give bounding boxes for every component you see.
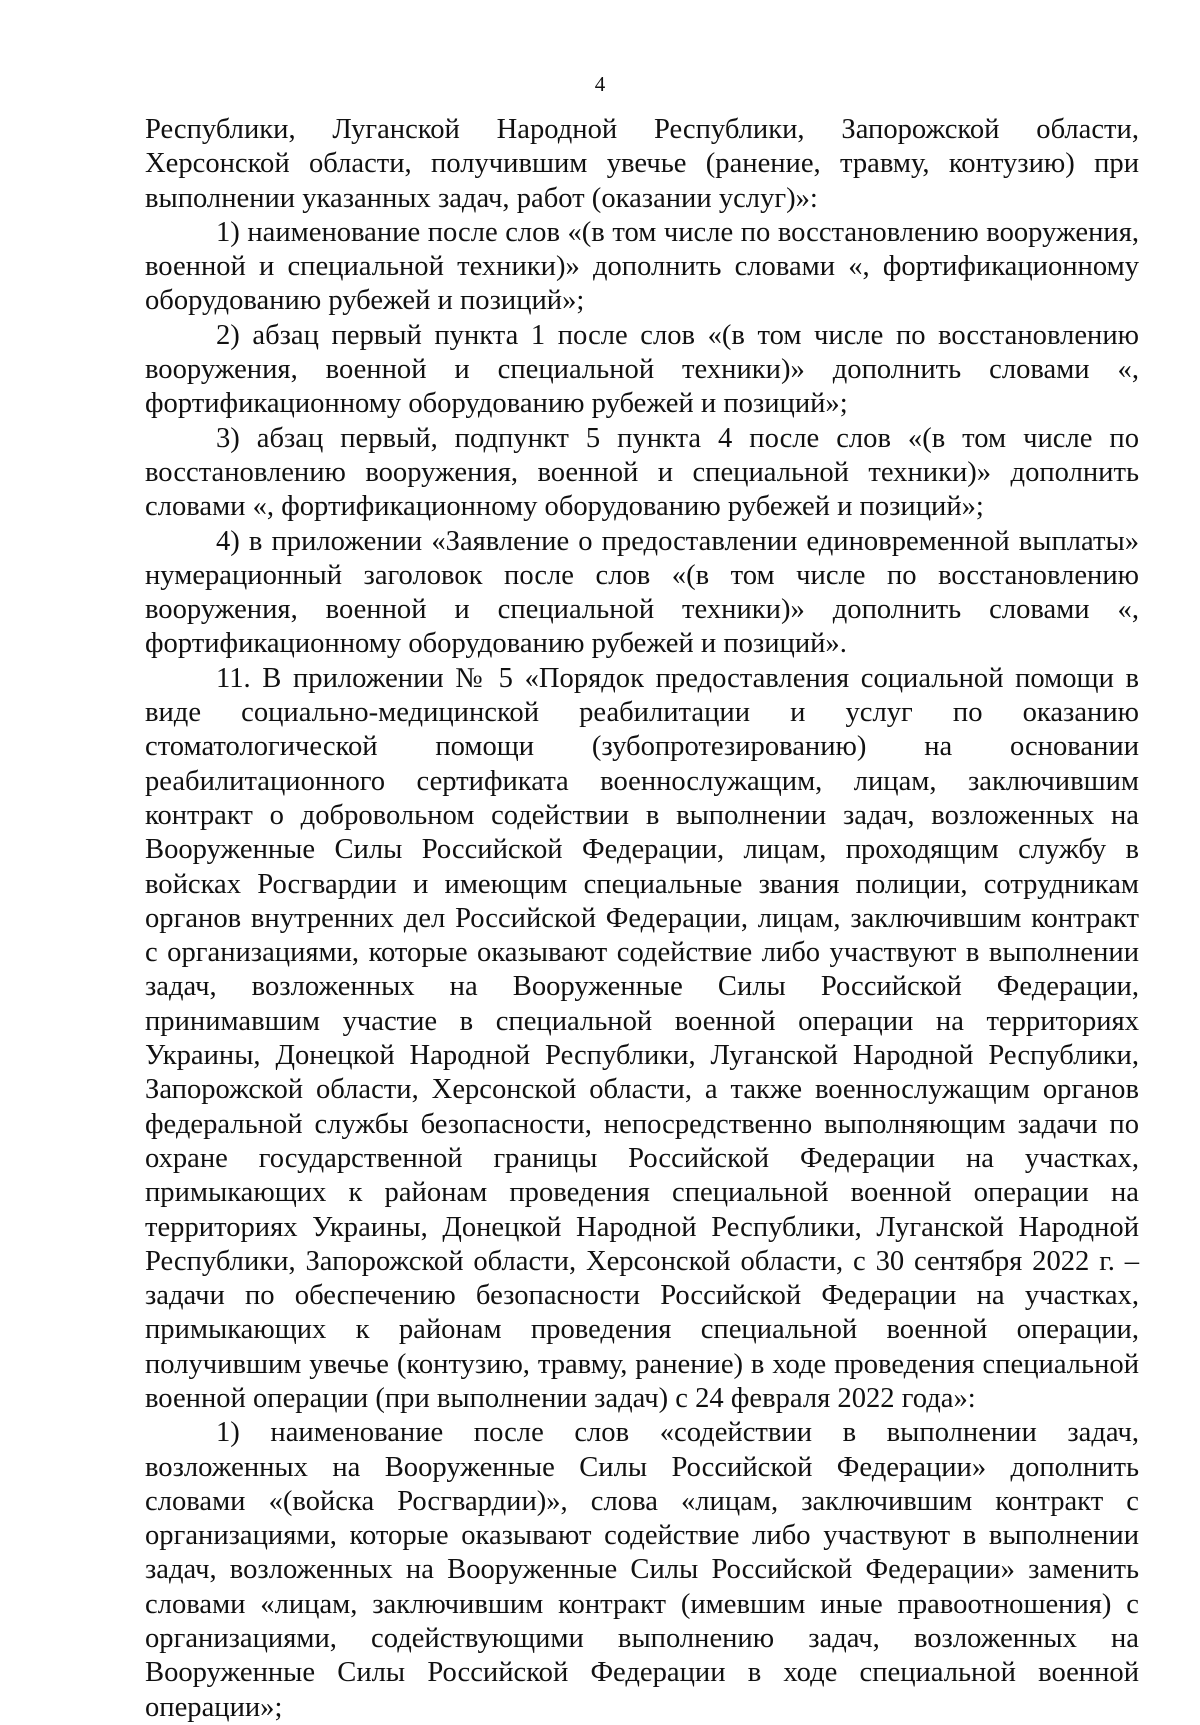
paragraph-item-1: 1) наименование после слов «(в том числе по восстановлению вооружения, военной и специальной техники)» дополнить словами «, фортификационному оборудованию рубежей и позиций»; — [145, 216, 1139, 317]
paragraph-section-11: 11. В приложении № 5 «Порядок предоставления социальной помощи в виде социально-медицинской реабилитации и услуг по оказанию стоматологической помощи (зубопротезированию) на основании реабилитационного сертификата военнослужащим, лицам, заключившим контракт о добровольном содействии в выполнении задач, возложенных на Вооруженные Силы Российской Федерации, лицам, проходящим службу в войсках Росгвардии и имеющим специальные звания полиции, сотрудникам органов внутренних дел Российской Федерации, лицам, заключившим контракт с организациями, которые оказывают содействие либо участвуют в выполнении задач, возложенных на Вооруженные Силы Российской Федерации, принимавшим участие в специальной военной операции на территориях Украины, Донецкой Народной Республики, Луганской Народной Республики, Запорожской области, Херсонской области, а также военнослужащим органов федеральной службы безопасности, непосредственно выполняющим задачи по охране государственной границы Российской Федерации на участках, примыкающих к районам проведения специальной военной операции на территориях Украины, Донецкой Народной Республики, Луганской Народной Республики, Запорожской области, Херсонской области, с 30 сентября 2022 г. – задачи по обеспечению безопасности Российской Федерации на участках, примыкающих к районам проведения специальной военной операции, получившим увечье (контузию, травму, ранение) в ходе проведения специальной военной операции (при выполнении задач) с 24 февраля 2022 года»: — [145, 662, 1139, 1414]
paragraph-item-2: 2) абзац первый пункта 1 после слов «(в том числе по восстановлению вооружения, военной и специальной техники)» дополнить словами «, фортификационному оборудованию рубежей и позиций»; — [145, 319, 1139, 420]
paragraph-item-3: 3) абзац первый, подпункт 5 пункта 4 после слов «(в том числе по восстановлению вооружения, военной и специальной техники)» дополнить словами «, фортификационному оборудованию рубежей и позиций»; — [145, 422, 1139, 523]
paragraph-continuation: Республики, Луганской Народной Республики, Запорожской области, Херсонской области, получившим увечье (ранение, травму, контузию) при выполнении указанных задач, работ (оказании услуг)»: — [145, 114, 1139, 214]
paragraph-section-11-item-1: 1) наименование после слов «содействии в выполнении задач, возложенных на Вооруженные Силы Российской Федерации» дополнить словами «(войска Росгвардии)», слова «лицам, заключившим контракт с организациями, которые оказывают содействие либо участвуют в выполнении задач, возложенных на Вооруженные Силы Российской Федерации» заменить словами «лицам, заключившим контракт (имевшим иные правоотношения) с организациями, содействующими выполнению задач, возложенных на Вооруженные Силы Российской Федерации в ходе специальной военной операции»; — [145, 1417, 1139, 1723]
page-number: 4 — [594, 72, 606, 96]
document-body — [145, 113, 1139, 1725]
paragraph-item-4: 4) в приложении «Заявление о предоставлении единовременной выплаты» нумерационный заголовок после слов «(в том числе по восстановлению вооружения, военной и специальной техники)» дополнить словами «, фортификационному оборудованию рубежей и позиций». — [145, 525, 1139, 660]
